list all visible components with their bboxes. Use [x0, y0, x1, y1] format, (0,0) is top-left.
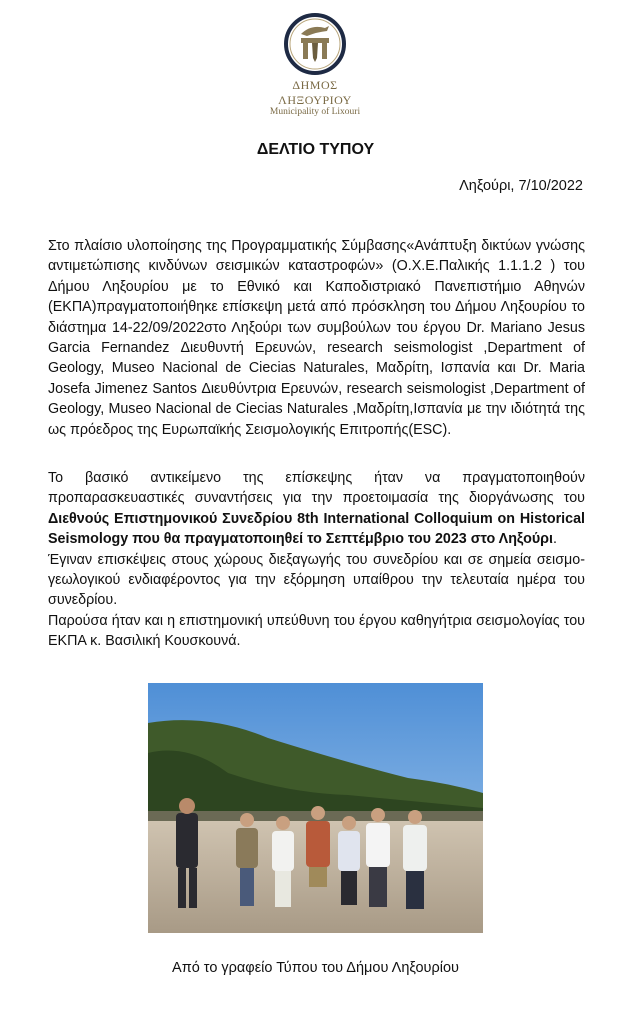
logo-name-english: Municipality of Lixouri [269, 107, 361, 117]
visits-text: Έγιναν επισκέψεις στους χώρους διεξαγωγής του συνεδρίου και σε σημεία σεισμο-γεωλογικού ενδιαφέροντος για την εξόρμηση υπαίθρου την τελευταία ημέρα του συνεδρίου. [48, 551, 585, 609]
photo-caption: Από το γραφείο Τύπου του Δήμου Ληξουρίου [172, 960, 459, 976]
paragraph-intro: Στο πλαίσιο υλοποίησης της Προγραμματικής Σύμβασης«Ανάπτυξη δικτύων γνώσης αντιμετώπισης κινδύνων σεισμικών καταστροφών» (Ο.Χ.Ε.Παλικής 1.1.1.2 ) του Δήμου Ληξουρίου με το Εθνικό και Καποδιστριακό Πανεπιστήμιο Αθηνών (ΕΚΠΑ)πραγματοποιήθηκε επίσκεψη μετά από πρόσκληση του Δήμου Ληξουρίου το διάστημα 14-22/09/2022στο Ληξούρι των συμβούλων του έργου Dr. Mariano Jesus Garcia Fernandez Διευθυντή Ερευνών, research seismologist ,Department of Geology, Museo Nacional de Ciecias Naturales, Μαδρίτη, Ισπανία και Dr. Maria Josefa Jimenez Santos Διευθύντρια Ερευνών, research seismologist ,Department of Geology, Museo Nacional de Ciecias Naturales ,Μαδρίτη,Ισπανία με την ιδιότητά της ως πρόεδρος της Ευρωπαϊκής Σεισμολογικής Επιτροπής(ESC). [48, 238, 585, 438]
presence-text: Παρούσα ήταν και η επιστημονική υπεύθυνη του έργου καθηγήτρια σεισμολογίας του ΕΚΠΑ κ. Βασιλική Κουσκουνά. [48, 612, 585, 650]
group-photo [148, 683, 483, 933]
document-title: ΔΕΛΤΙΟ ΤΥΠΟΥ [256, 141, 375, 158]
municipality-logo [255, 12, 375, 117]
paragraph-purpose [48, 468, 585, 652]
logo-emblem-icon [283, 12, 347, 76]
document-date: Ληξούρι, 7/10/2022 [459, 178, 583, 194]
conference-name: Διεθνούς Επιστημονικού Συνεδρίου 8th International Colloquium on Historical Seismology που θα πραγματοποιηθεί το Σεπτέμβριο του 2023 στο Ληξούρι [48, 510, 585, 548]
logo-name-greek: ΔΗΜΟΣ ΛΗΞΟΥΡΙΟΥ [278, 78, 352, 107]
purpose-text: Το βασικό αντικείμενο της επίσκεψης ήταν να πραγματοποιηθούν προπαρασκευαστικές συναντήσεις για την προετοιμασία της διοργάνωσης του Διεθνούς Επιστημονικού Συνεδρίου 8th International Colloquium on Historical Seismology που θα πραγματοποιηθεί το Σεπτέμβριο του 2023 στο Ληξούρι. [48, 470, 585, 548]
